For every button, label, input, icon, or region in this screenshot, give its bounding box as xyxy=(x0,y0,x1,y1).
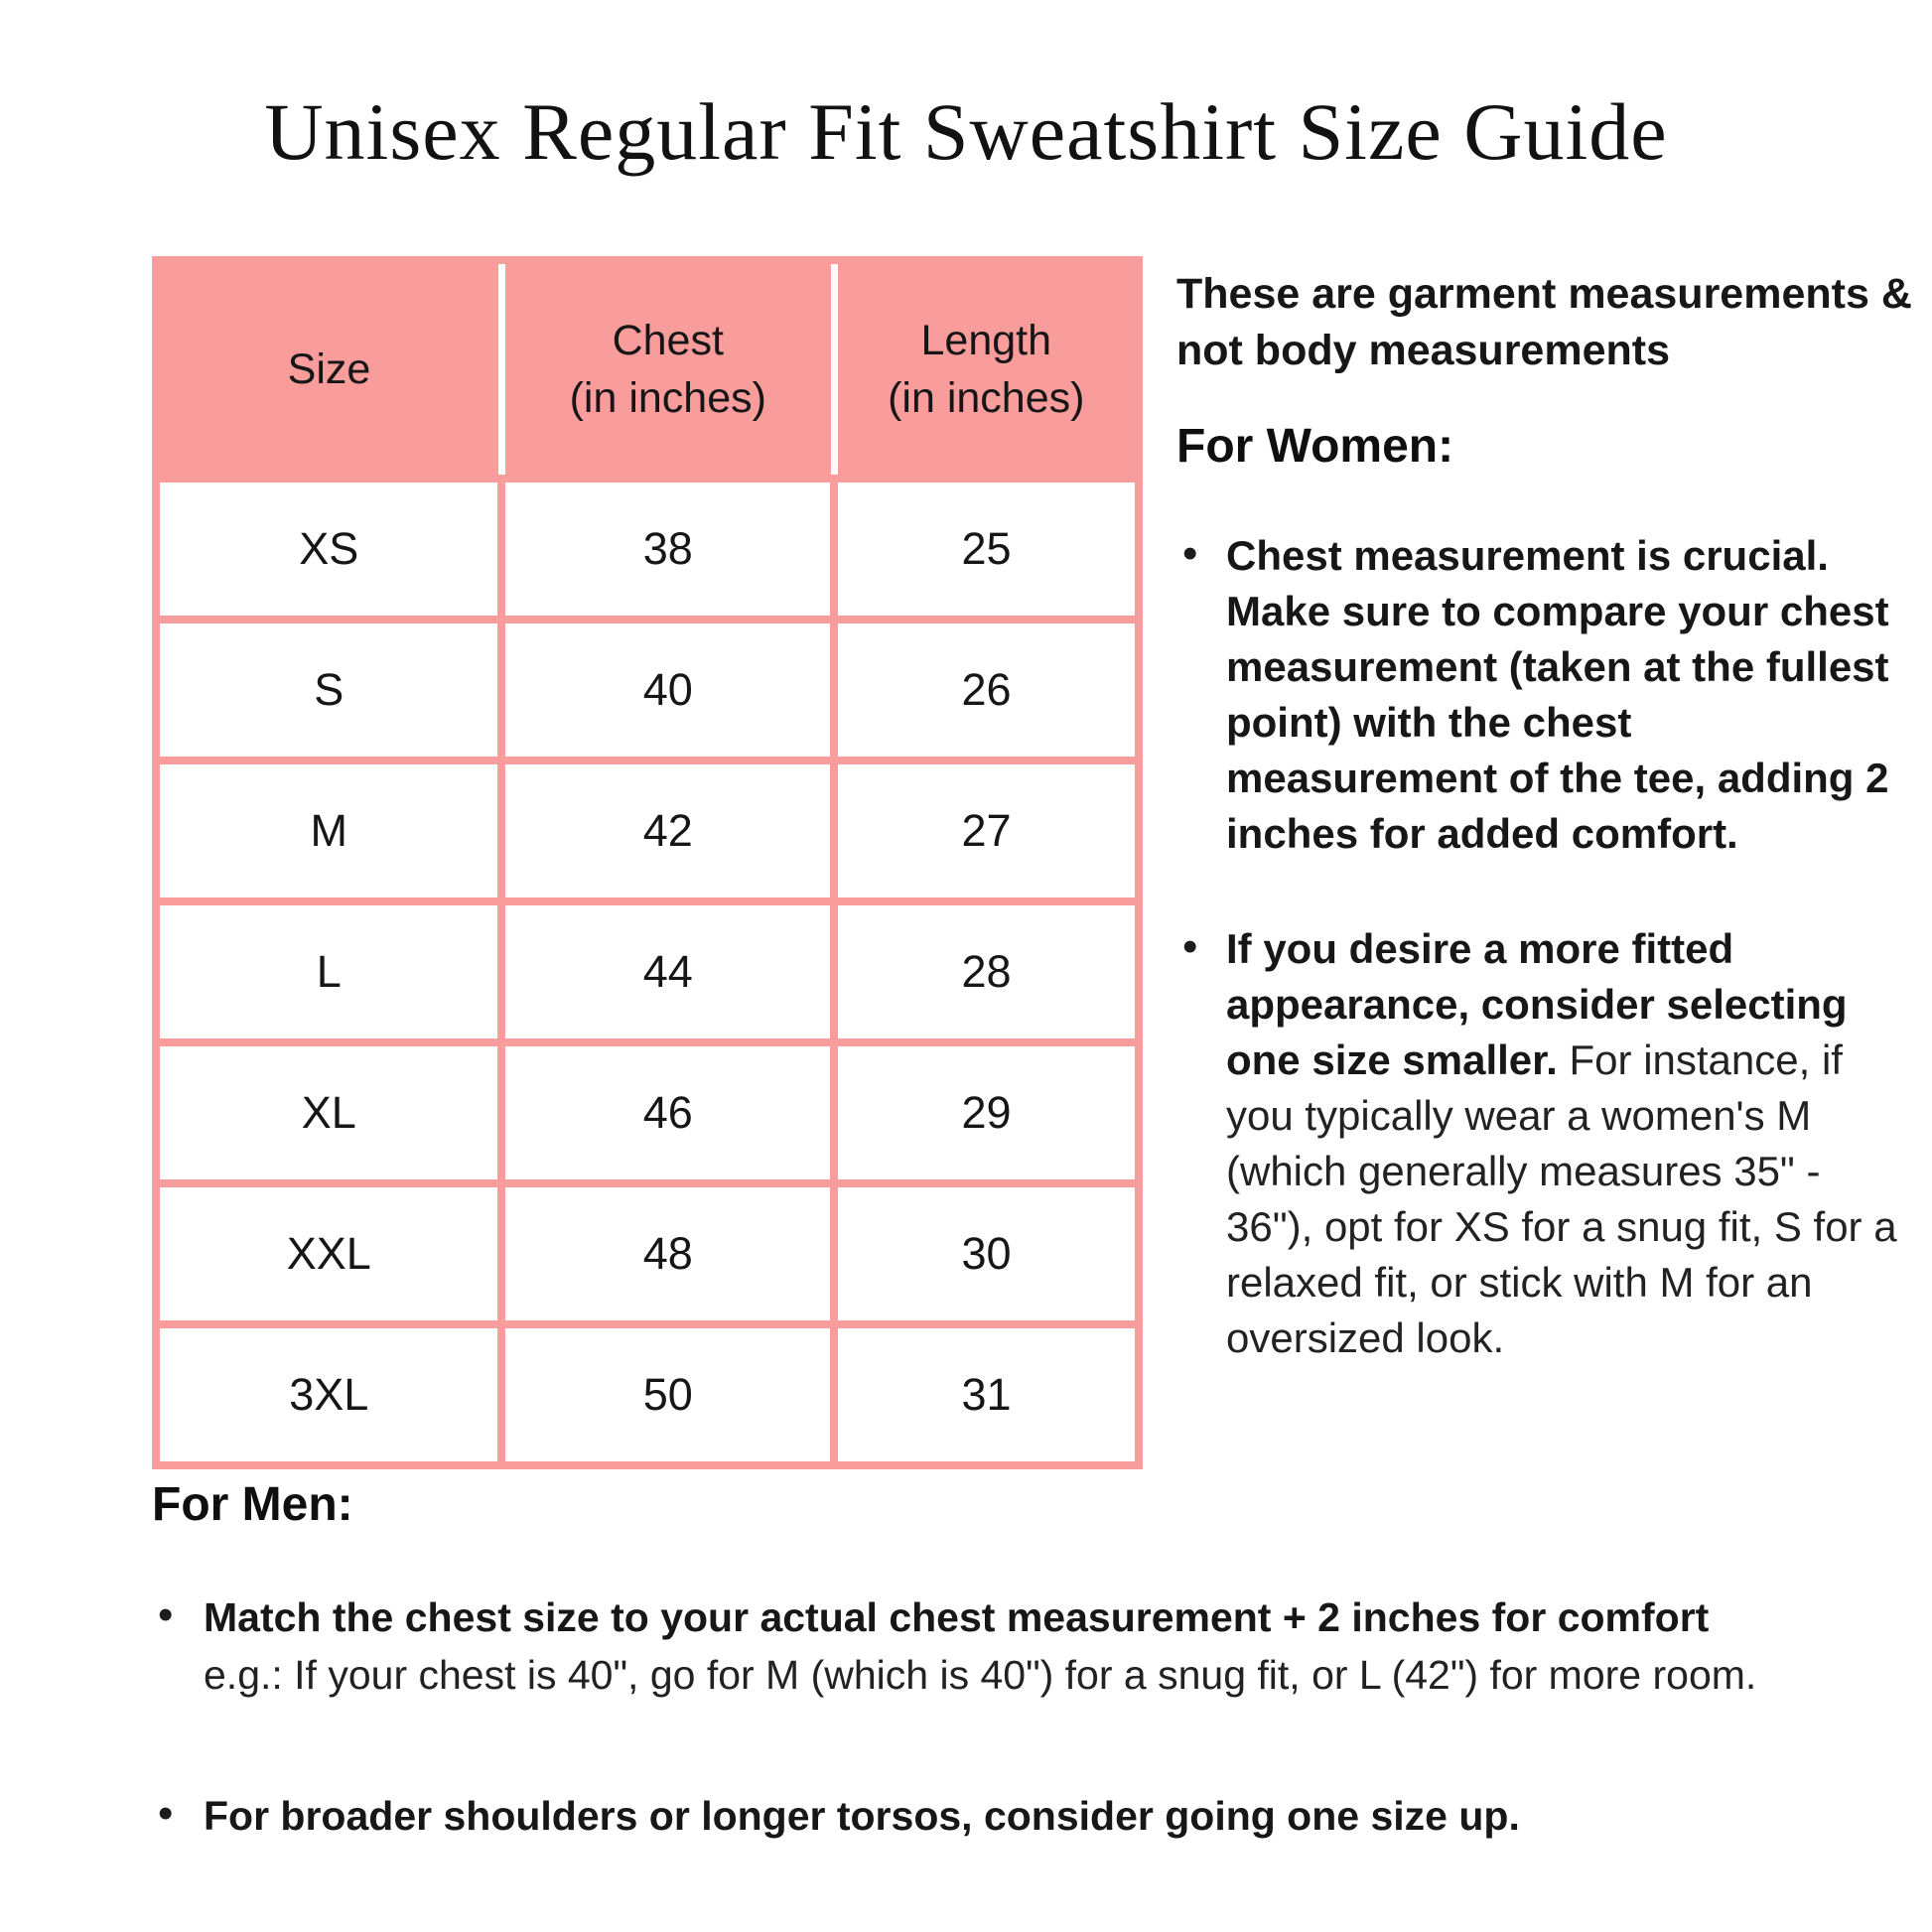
list-item xyxy=(152,1787,1792,1845)
cell-size: XL xyxy=(156,1042,501,1183)
men-section-heading: For Men: xyxy=(152,1478,353,1531)
cell-chest: 50 xyxy=(501,1324,834,1465)
cell-size: L xyxy=(156,901,501,1042)
column-header-length xyxy=(834,260,1139,479)
cell-chest: 40 xyxy=(501,620,834,760)
table-row xyxy=(156,901,1139,1042)
cell-length: 25 xyxy=(834,479,1139,620)
size-table-container xyxy=(152,256,1143,1469)
cell-chest: 42 xyxy=(501,760,834,901)
men-section xyxy=(152,1477,1792,1845)
list-item xyxy=(152,1588,1792,1704)
cell-length: 29 xyxy=(834,1042,1139,1183)
bullet-emphasis-text: If you desire a more fitted appearance, consider selecting one size smaller. xyxy=(1226,925,1848,1083)
table-row xyxy=(156,760,1139,901)
column-unit: (in inches) xyxy=(888,374,1085,422)
right-column xyxy=(1176,266,1913,1366)
women-bullet-list xyxy=(1176,528,1913,1366)
table-row xyxy=(156,479,1139,620)
cell-length: 31 xyxy=(834,1324,1139,1465)
bullet-emphasis-text: For broader shoulders or longer torsos, consider going one size up. xyxy=(204,1793,1520,1839)
cell-chest: 48 xyxy=(501,1183,834,1324)
women-section-heading: For Women: xyxy=(1176,420,1454,473)
column-unit: (in inches) xyxy=(569,374,766,422)
page-title: Unisex Regular Fit Sweatshirt Size Guide xyxy=(264,86,1668,177)
cell-chest: 44 xyxy=(501,901,834,1042)
cell-length: 26 xyxy=(834,620,1139,760)
cell-length: 30 xyxy=(834,1183,1139,1324)
men-bullet-list xyxy=(152,1588,1792,1845)
table-row xyxy=(156,1183,1139,1324)
cell-size: S xyxy=(156,620,501,760)
table-row xyxy=(156,620,1139,760)
cell-length: 27 xyxy=(834,760,1139,901)
column-label: Size xyxy=(287,345,371,393)
cell-length: 28 xyxy=(834,901,1139,1042)
bullet-emphasis-text: Chest measurement is crucial. Make sure to compare your chest measurement (taken at the fullest point) with the chest measurement of the tee, adding 2 inches for added comfort. xyxy=(1226,532,1889,857)
cell-size: XS xyxy=(156,479,501,620)
cell-size: XXL xyxy=(156,1183,501,1324)
size-table xyxy=(152,256,1143,1469)
list-item xyxy=(1176,921,1913,1366)
cell-size: M xyxy=(156,760,501,901)
table-row xyxy=(156,1042,1139,1183)
cell-chest: 38 xyxy=(501,479,834,620)
column-header-size xyxy=(156,260,501,479)
cell-size: 3XL xyxy=(156,1324,501,1465)
list-item xyxy=(1176,528,1913,862)
bullet-regular-text: e.g.: If your chest is 40", go for M (which is 40") for a snug fit, or L (42") for more room. xyxy=(204,1652,1757,1698)
table-header-row xyxy=(156,260,1139,479)
garment-note: These are garment measurements & not body measurements xyxy=(1176,270,1912,374)
table-row xyxy=(156,1324,1139,1465)
column-label: Length xyxy=(920,316,1052,364)
cell-chest: 46 xyxy=(501,1042,834,1183)
column-header-chest xyxy=(501,260,834,479)
column-label: Chest xyxy=(612,316,724,364)
bullet-regular-text: For instance, if you typically wear a women's M (which generally measures 35" - 36"), opt for XS for a snug fit, S for a relaxed fit, or stick with M for an oversized look. xyxy=(1226,1036,1897,1361)
bullet-emphasis-text: Match the chest size to your actual chest measurement + 2 inches for comfort xyxy=(204,1594,1710,1640)
